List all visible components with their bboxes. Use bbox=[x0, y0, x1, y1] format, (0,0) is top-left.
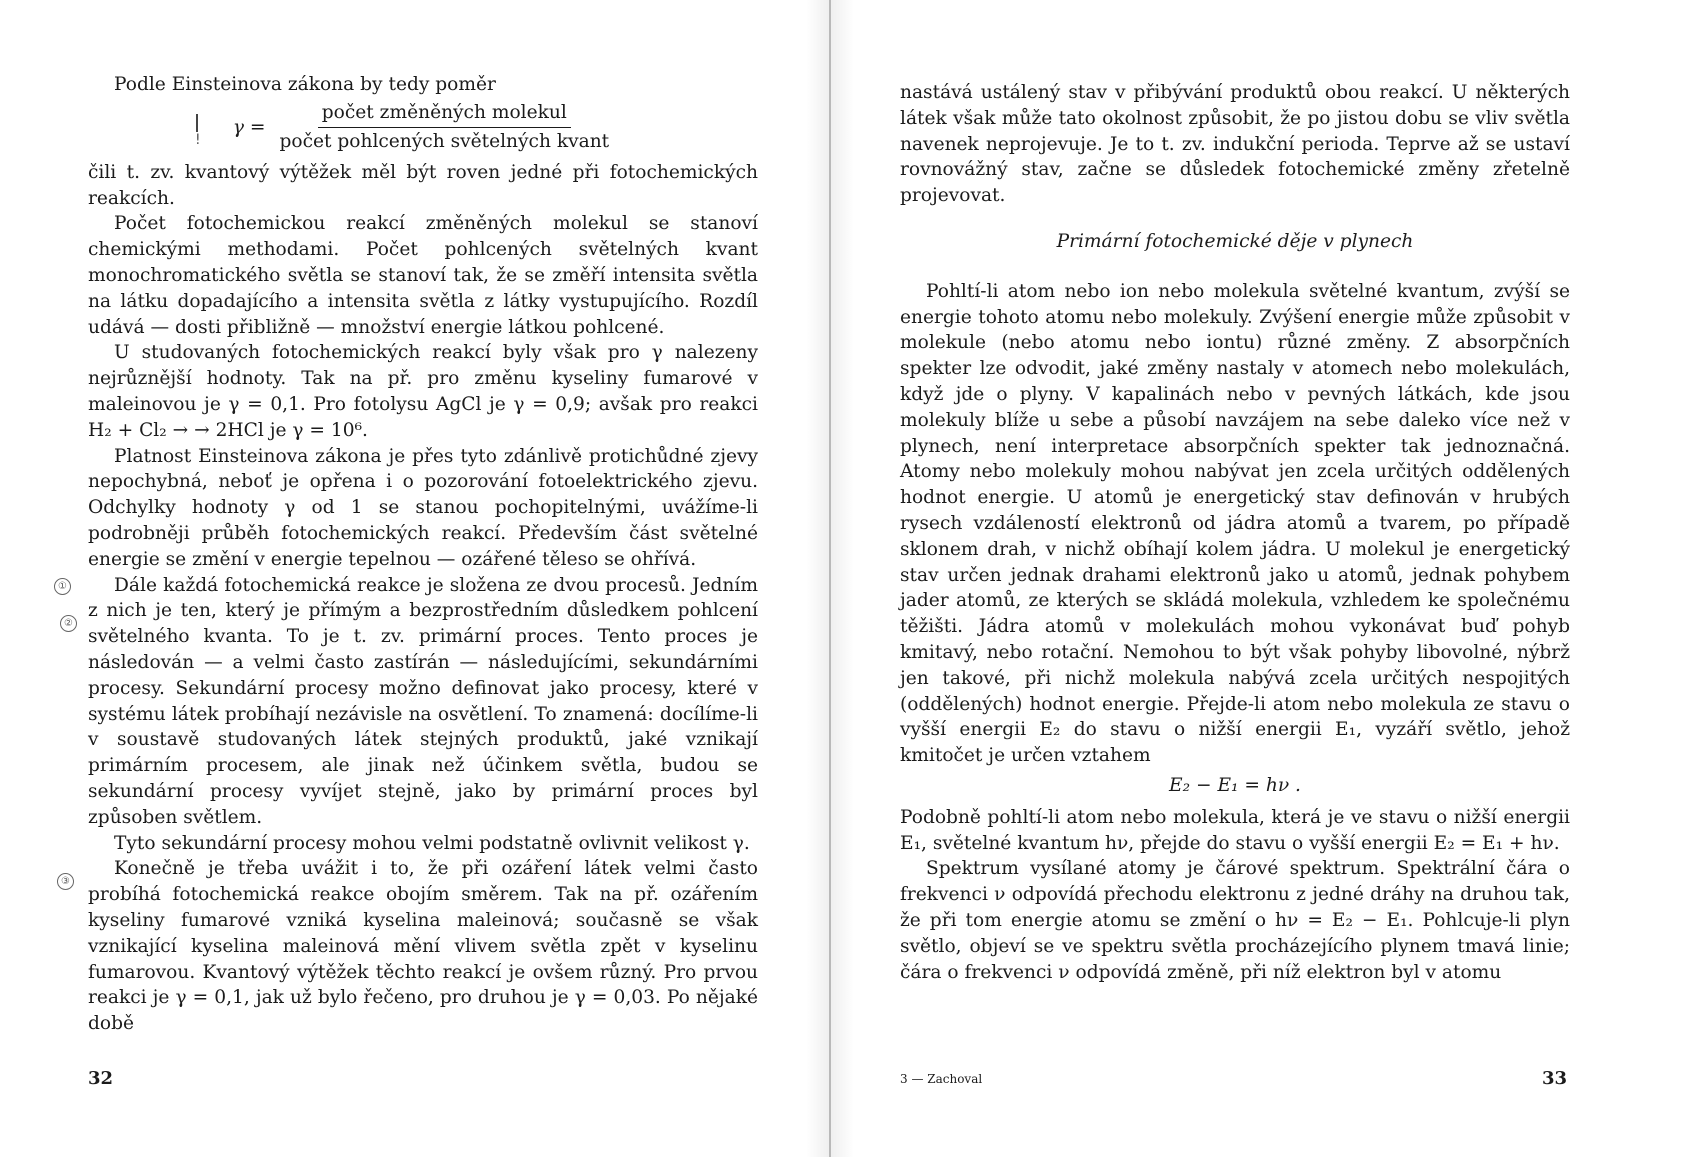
paragraph-measurement: Počet fotochemickou reakcí změněných molekul se stanoví chemickými methodami. Počet pohlcených světelných kvant monochromatického světla se stanoví tak, že se změří intensita světla na látku dopadajícího a intensita světla z látky vystupujícího. Rozdíl udává — dosti přibližně — množství energie látkou pohlcené. bbox=[88, 213, 758, 338]
paragraph-absorption: Pohltí-li atom nebo ion nebo molekula světelné kvantum, zvýší se energie tohoto atomu nebo molekuly. Zvýšení energie může způsobit v molekule (nebo atomu nebo iontu) různé změny. Z absorpčních spekter lze odvodit, jaké změny nastaly v atomech nebo molekulách, když jde o plyny. V kapalinách nebo v pevných látkách, kde jsou molekuly blíže u sebe a působí navzájem na sebe daleko více než v plynech, není interpretace absorpčních spekter tak jednoznačná. Atomy nebo molekuly mohou nabývat jen zcela určitých oddělených hodnot energie. U atomů je energetický stav definován v hrubých rysech vzdáleností elektronů od jádra atomů a tvarem, po případě sklonem drah, v nichž obíhají kolem jádra. U molekul je energetický stav určen jednak drahami elektronů jako u atomů, jednak pohybem jader atomů, ze kterých se skládá molekula, vzhledem ke společnému těžišti. Jádra atomů v molekulách mohou vykonávat buď pohyb kmitavý, nebo rotační. Nemohou to být však pohyby libovolné, nýbrž jen takové, při nichž molekula nabývá zcela určitých nespojitých (oddělených) hodnot energie. Přejde-li atom nebo molekula ze stavu o vyšší energii E₂ do stavu o nižší energii E₁, vyzáří světlo, jehož kmitočet je určen vztahem bbox=[900, 280, 1570, 767]
margin-mark-exclamation: ! bbox=[195, 132, 201, 148]
paragraph-absorption-energy: Podobně pohltí-li atom nebo molekula, která je ve stavu o nižší energii E₁, světelné kvantum hν, přejde do stavu o vyšší energii E₂ = E₁ + hν. bbox=[900, 806, 1570, 854]
quantum-yield-formula bbox=[88, 100, 758, 156]
printer-signature: 3 — Zachoval bbox=[900, 1072, 983, 1086]
paragraph-reverse-reaction: Konečně je třeba uvážit i to, že při ozáření látek velmi často probíhá fotochemická reakce obojím směrem. Tak na př. ozářením kyseliny fumarové vzniká kyselina maleinová; současně se však vznikající kyselina maleinová mění vlivem světla zpět v kyselinu fumarovou. Kvantový výtěžek těchto reakcí je ovšem různý. Pro prvou reakci je γ = 0,1, jak už bylo řečeno, pro druhou je γ = 0,03. Po nějaké době bbox=[88, 858, 758, 1035]
margin-mark-circle-1: ① bbox=[54, 578, 71, 595]
formula-numerator: počet změněných molekul bbox=[318, 101, 571, 128]
page-number-right: 33 bbox=[1542, 1068, 1568, 1089]
gutter-divider bbox=[829, 0, 831, 1157]
paragraph-continuation: nastává ustálený stav v přibývání produktů obou reakcí. U některých látek však může tato okolnost způsobit, že po jistou dobu se vliv světla navenek neprojevuje. Je to t. zv. indukční perioda. Teprve až se ustaví rovnovážný stav, začne se důsledek fotochemické změny zřetelně projevovat. bbox=[900, 82, 1570, 207]
paragraph-processes: Dále každá fotochemická reakce je složena ze dvou procesů. Jedním z nich je ten, který je přímým a bezprostředním důsledkem pohlcení světelného kvanta. To je t. zv. primární proces. Tento proces je následován — a velmi často zastírán — následujícími, sekundárními procesy. Sekundární procesy možno definovat jako procesy, které v systému látek probíhají nezávisle na osvětlení. To znamená: docílíme-li v soustavě studovaných látek stejných produktů, jaké vznikají primárním procesem, ale jinak než účinkem světla, budou se sekundární procesy vyvíjet stejně, jako by primární proces byl způsoben světlem. bbox=[88, 574, 758, 828]
right-page bbox=[832, 0, 1695, 1157]
section-heading: Primární fotochemické děje v plynech bbox=[1056, 230, 1414, 252]
margin-mark-bar bbox=[196, 114, 198, 132]
formula-lhs: γ = bbox=[232, 116, 266, 138]
paragraph-validity: Platnost Einsteinova zákona je přes tyto zdánlivě protichůdné zjevy nepochybná, neboť je opřena i o pozorování fotoelektrického zjevu. Odchylky hodnoty γ od 1 se stanou pochopitelnými, uvážíme-li podrobněji průběh fotochemických reakcí. Především část světelné energie se změní v energie tepelnou — ozářené těleso se ohřívá. bbox=[88, 445, 758, 570]
left-page bbox=[0, 0, 830, 1157]
formula-denominator: počet pohlcených světelných kvant bbox=[279, 131, 610, 153]
left-text-column bbox=[88, 72, 758, 1037]
intro-paragraph: Podle Einsteinova zákona by tedy poměr bbox=[114, 74, 496, 95]
right-text-column bbox=[900, 80, 1570, 985]
page-number-left: 32 bbox=[88, 1068, 114, 1089]
paragraph-line-spectrum: Spektrum vysílané atomy je čárové spektrum. Spektrální čára o frekvenci ν odpovídá přechodu elektronu z jedné dráhy na druhou tak, že při tom energie atomu se změní o hν = E₂ − E₁. Pohlcuje-li plyn světlo, objeví se ve spektru světla procházejícího plynem tmavá linie; čára o frekvenci ν odpovídá změně, při níž elektron byl v atomu bbox=[900, 858, 1570, 983]
paragraph-quantum-yield: čili t. zv. kvantový výtěžek měl být roven jedné při fotochemických reakcích. bbox=[88, 161, 758, 209]
margin-mark-circle-2: ② bbox=[60, 615, 77, 632]
margin-mark-circle-3: ③ bbox=[57, 873, 74, 890]
formula-fraction bbox=[275, 101, 613, 154]
energy-equation: E₂ − E₁ = hν . bbox=[1169, 774, 1301, 796]
paragraph-values: U studovaných fotochemických reakcí byly však pro γ nalezeny nejrůznější hodnoty. Tak na př. pro změnu kyseliny fumarové v maleinovou je γ = 0,1. Pro fotolysu AgCl je γ = 0,9; avšak pro reakci H₂ + Cl₂ → → 2HCl je γ = 10⁶. bbox=[88, 342, 758, 441]
paragraph-secondary: Tyto sekundární procesy mohou velmi podstatně ovlivnit velikost γ. bbox=[114, 832, 750, 854]
